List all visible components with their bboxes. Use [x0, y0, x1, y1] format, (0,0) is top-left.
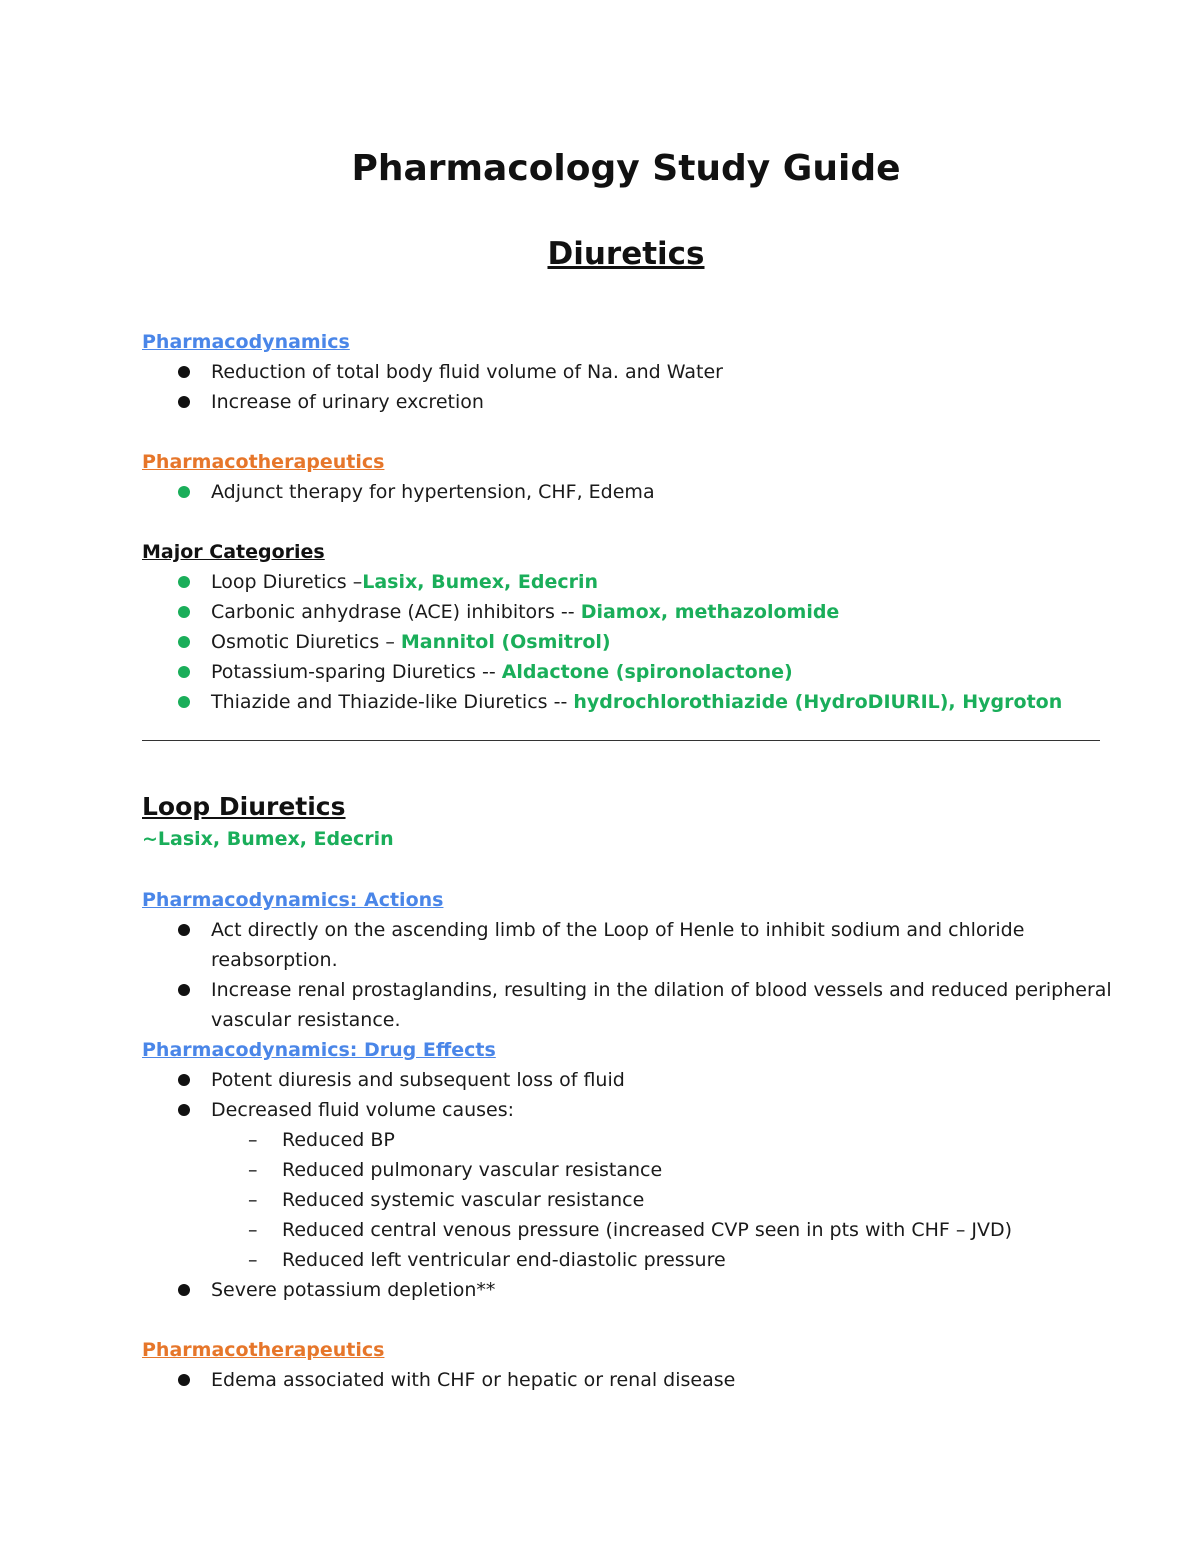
- bullet-icon: [178, 576, 190, 588]
- loop-drugs: ~Lasix, Bumex, Edecrin: [142, 828, 394, 850]
- bullet-icon: [178, 1284, 190, 1296]
- list-item: Act directly on the ascending limb of the Loop of Henle to inhibit sodium and chloride reabsorption.: [142, 915, 1122, 975]
- bullet-icon: [178, 924, 190, 936]
- list-item: Reduction of total body fluid volume of Na. and Water: [142, 357, 1122, 387]
- dash-icon: –: [248, 1219, 258, 1241]
- section-heading: Pharmacotherapeutics: [142, 451, 385, 473]
- bullet-icon: [178, 486, 190, 498]
- bullet-icon: [178, 984, 190, 996]
- overview-pharmacotherapeutics: [142, 447, 1122, 507]
- bullet-icon: [178, 606, 190, 618]
- overview-major-categories: [142, 537, 1122, 717]
- section-heading: Pharmacodynamics: Actions: [142, 889, 444, 911]
- section-heading: Pharmacotherapeutics: [142, 1339, 385, 1361]
- page-subtitle: Diuretics: [547, 236, 705, 272]
- list-item: Decreased fluid volume causes:: [142, 1095, 1122, 1125]
- sub-list-item: – Reduced pulmonary vascular resistance: [142, 1155, 1122, 1185]
- bullet-icon: [178, 366, 190, 378]
- list-item: Increase of urinary excretion: [142, 387, 1122, 417]
- bullet-icon: [178, 396, 190, 408]
- bullet-icon: [178, 1104, 190, 1116]
- list-item: Severe potassium depletion**: [142, 1275, 1122, 1305]
- dash-icon: –: [248, 1159, 258, 1181]
- overview-pharmacodynamics: [142, 327, 1122, 417]
- sub-list-item: – Reduced BP: [142, 1125, 1122, 1155]
- loop-pharmacotherapeutics: [142, 1335, 1122, 1395]
- loop-drug-effects: [142, 1035, 1122, 1305]
- category-item: Loop Diuretics –Lasix, Bumex, Edecrin: [142, 567, 1122, 597]
- bullet-icon: [178, 666, 190, 678]
- category-item: Potassium-sparing Diuretics -- Aldactone (spironolactone): [142, 657, 1122, 687]
- category-item: Osmotic Diuretics – Mannitol (Osmitrol): [142, 627, 1122, 657]
- loop-actions: [142, 885, 1122, 1035]
- sub-list-item: – Reduced systemic vascular resistance: [142, 1185, 1122, 1215]
- page-title: Pharmacology Study Guide: [351, 148, 901, 189]
- list-item: Adjunct therapy for hypertension, CHF, Edema: [142, 477, 1122, 507]
- bullet-icon: [178, 696, 190, 708]
- bullet-icon: [178, 1074, 190, 1086]
- bullet-icon: [178, 1374, 190, 1386]
- loop-diuretics-header: [142, 790, 1122, 854]
- list-item: Potent diuresis and subsequent loss of fluid: [142, 1065, 1122, 1095]
- dash-icon: –: [248, 1189, 258, 1211]
- category-item: Thiazide and Thiazide-like Diuretics -- hydrochlorothiazide (HydroDIURIL), Hygroton: [142, 687, 1122, 717]
- section-heading: Pharmacodynamics: Drug Effects: [142, 1039, 496, 1061]
- sub-list-item: – Reduced left ventricular end-diastolic pressure: [142, 1245, 1122, 1275]
- loop-title: Loop Diuretics: [142, 792, 346, 821]
- bullet-icon: [178, 636, 190, 648]
- dash-icon: –: [248, 1129, 258, 1151]
- section-divider: [142, 740, 1100, 741]
- section-heading: Pharmacodynamics: [142, 331, 350, 353]
- section-heading: Major Categories: [142, 541, 325, 563]
- list-item: Increase renal prostaglandins, resulting in the dilation of blood vessels and reduced peripheral vascular resistance.: [142, 975, 1122, 1035]
- sub-list-item: – Reduced central venous pressure (increased CVP seen in pts with CHF – JVD): [142, 1215, 1122, 1245]
- dash-icon: –: [248, 1249, 258, 1271]
- category-item: Carbonic anhydrase (ACE) inhibitors -- Diamox, methazolomide: [142, 597, 1122, 627]
- list-item: Edema associated with CHF or hepatic or renal disease: [142, 1365, 1122, 1395]
